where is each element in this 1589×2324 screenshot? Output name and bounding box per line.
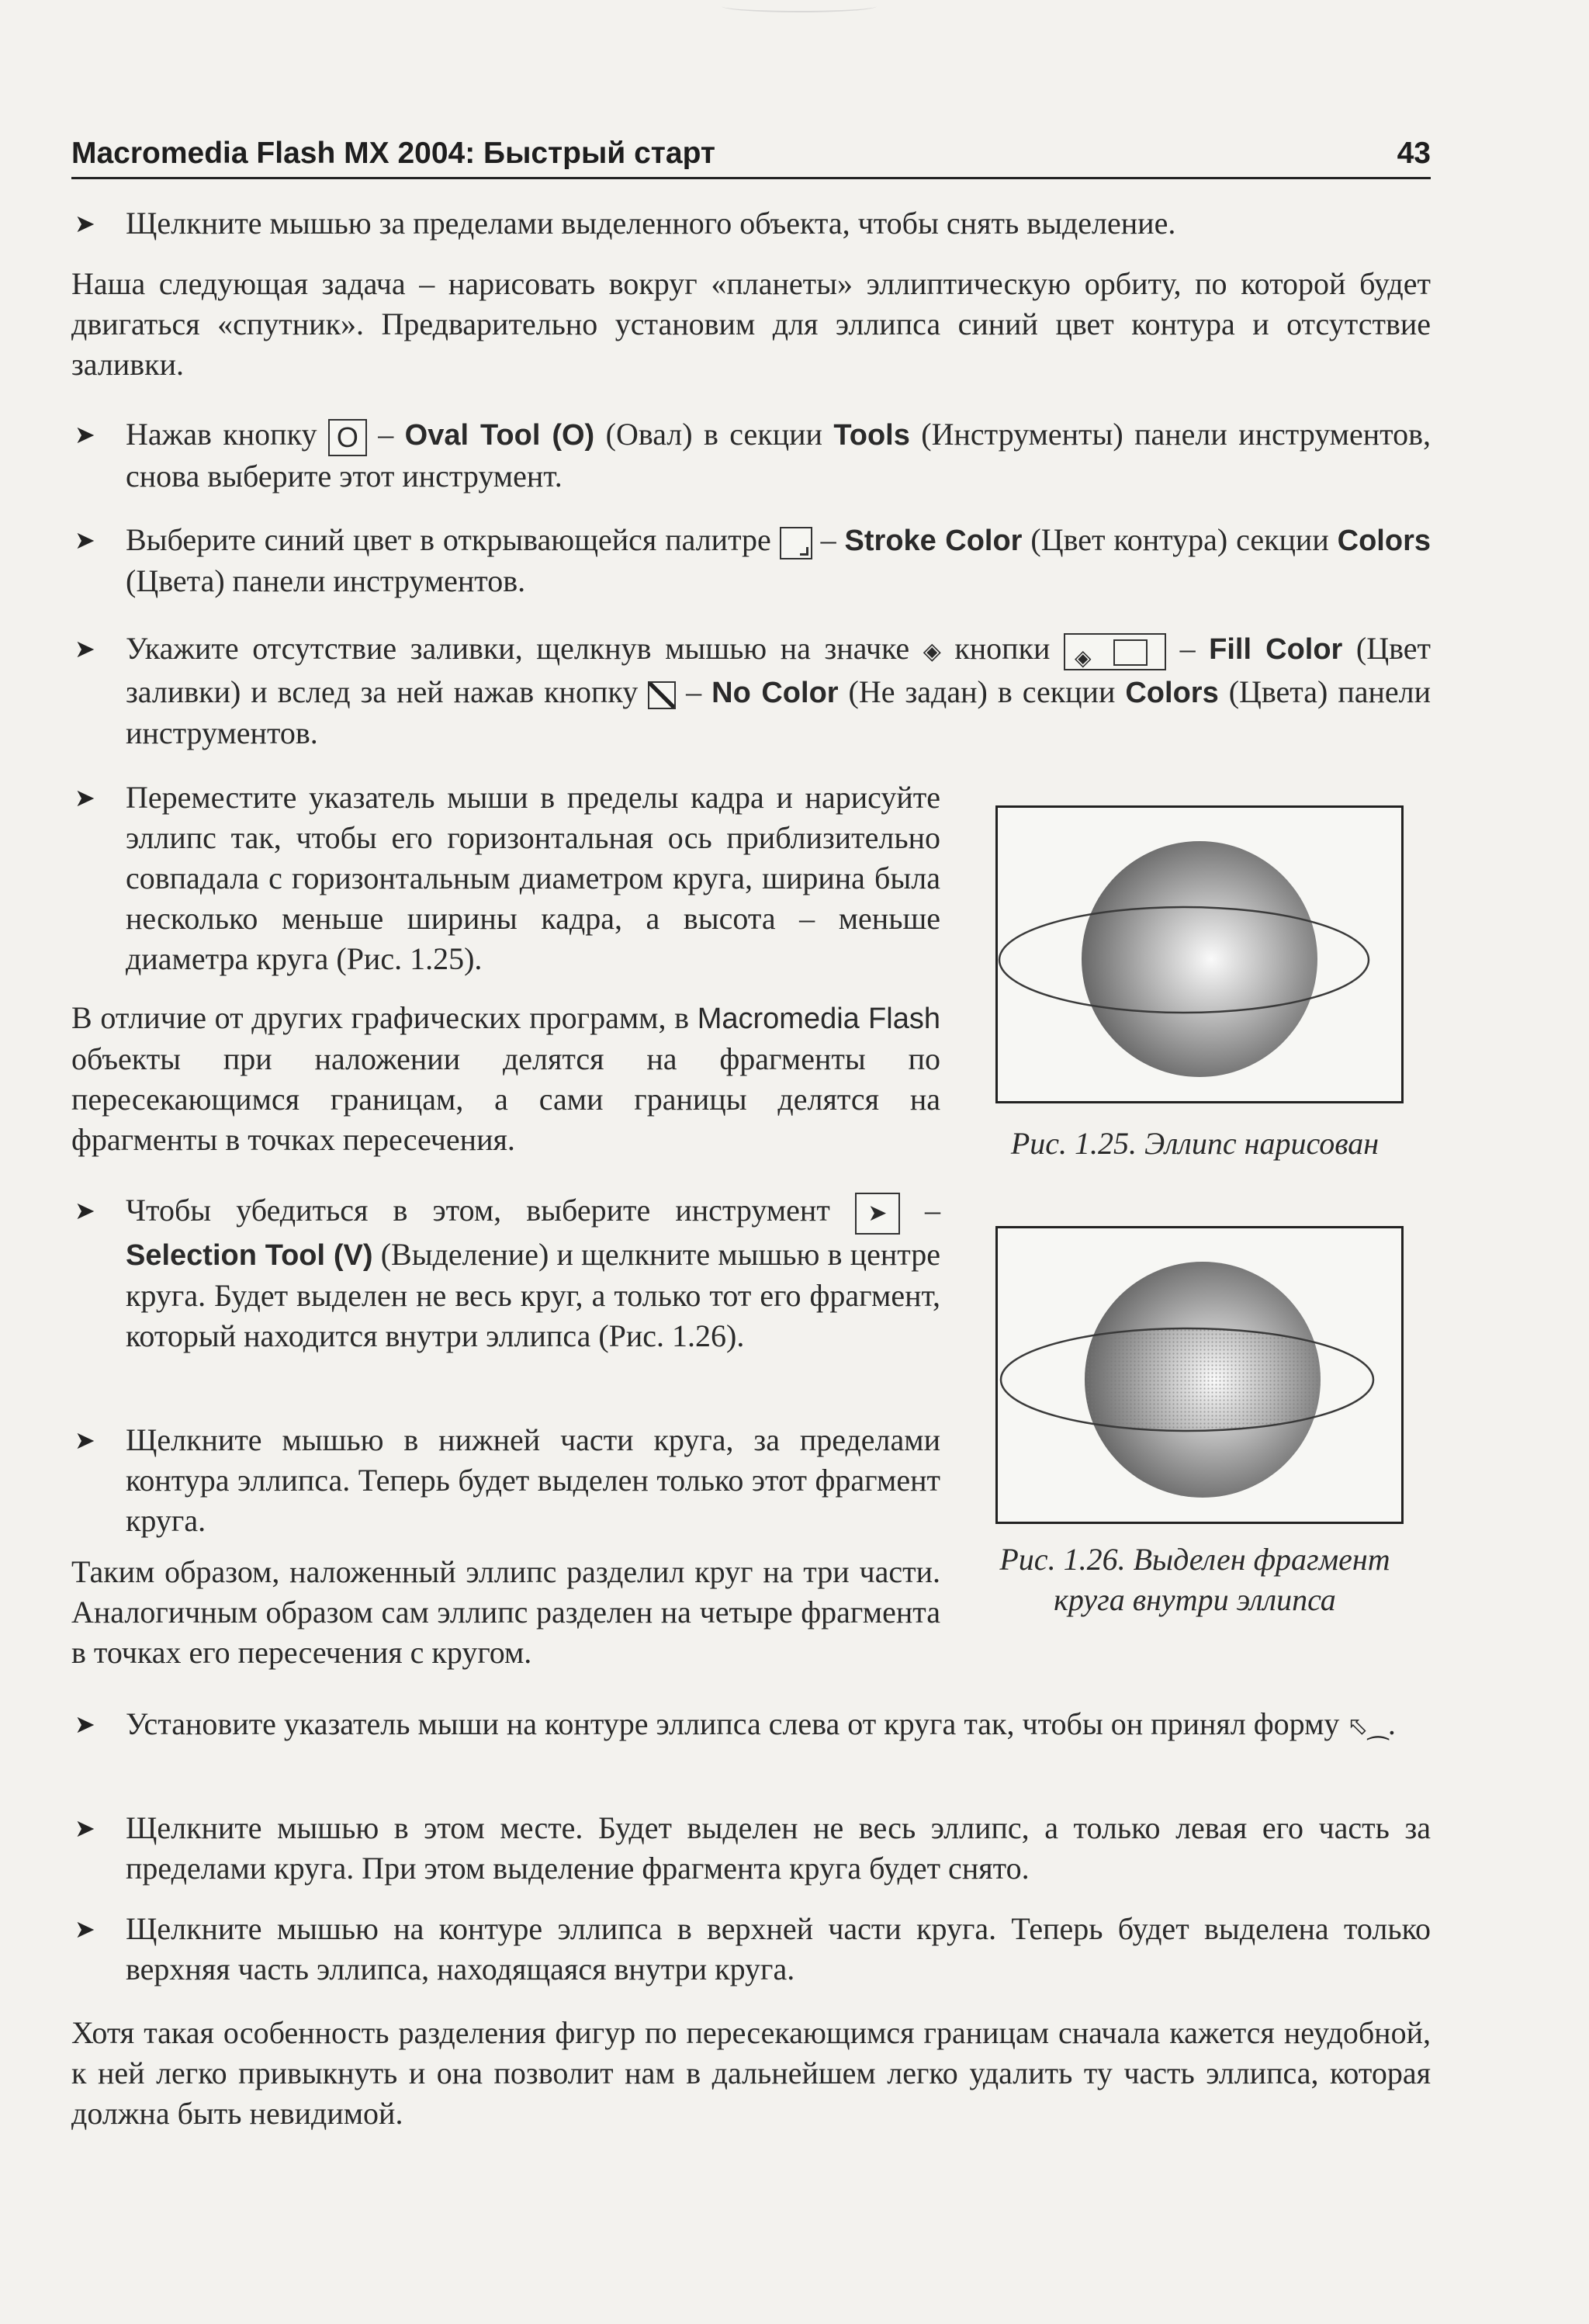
paragraph-conclusion: Хотя такая особенность разделения фигур по пересекающимся границам сначала кажется неудобной, к ней легко привыкнуть и она позволит нам в дальнейшем легко удалить ту часть эллипса, которая должна быть невидимой. [71,2015,1431,2131]
bullet-marker: ➤ [74,525,95,555]
scan-mark [722,0,877,12]
page-number: 43 [1397,137,1431,170]
running-title: Macromedia Flash MX 2004: Быстрый старт [71,137,715,170]
paragraph-orbit-task: Наша следующая задача – нарисовать вокруг «планеты» эллиптическую орбиту, по которой будет двигаться «спутник». Предварительно установим для эллипса синий цвет контура и отсутствие заливки. [71,266,1431,382]
tool-name: Oval Tool (O) [404,419,595,452]
bullet-marker: ➤ [74,1425,95,1455]
selection-tool-icon: ➤ [855,1193,900,1235]
curve-pointer-icon: ⬁⁔ [1347,1711,1388,1740]
figure-1-26 [995,1226,1404,1524]
bullet-stroke-color [71,520,1431,601]
bullet-deselect [71,203,1431,244]
ellipse-drawn-illustration [998,808,1401,1101]
bullet-marker: ➤ [74,1196,95,1225]
bullet-marker: ➤ [74,1813,95,1843]
bullet-text: Щелкните мышью в этом месте. Будет выделен не весь эллипс, а только левая его часть за пределами круга. При этом выделение фрагмента круга будет снято. [126,1810,1431,1886]
running-header [71,133,1431,179]
bullet-text: Укажите отсутствие заливки, щелкнув мышью на значке ◈ кнопки ◈ – Fill Color (Цвет заливки) и вслед за ней нажав кнопку – No Color (Не задан) в секции Colors (Цвета) панели инструментов. [126,631,1431,750]
bullet-fill-color [71,629,1431,753]
bullet-oval-tool [71,414,1431,497]
bullet-lower-part [71,1420,940,1541]
bullet-marker: ➤ [74,1709,95,1739]
oval-tool-icon: O [328,419,367,456]
bullet-marker: ➤ [74,1914,95,1944]
figure-1-25-caption: Рис. 1.25. Эллипс нарисован [1010,1126,1380,1161]
bullet-text: Щелкните мышью на контуре эллипса в верхней части круга. Теперь будет выделена только верхняя часть эллипса, находящаяся внутри круга. [126,1911,1431,1986]
bullet-text: Нажав кнопку O – Oval Tool (O) (Овал) в секции Tools (Инструменты) панели инструментов, снова выберите этот инструмент. [126,417,1431,494]
bullet-marker: ➤ [74,783,95,812]
bullet-marker: ➤ [74,209,95,238]
bullet-pointer-shape [71,1704,1431,1746]
paint-bucket-icon: ◈ [923,638,941,665]
no-color-icon [648,681,676,709]
fragment-selected-illustration [998,1228,1401,1522]
figure-1-26-caption: Рис. 1.26. Выделен фрагмент круга внутри эллипса [999,1542,1390,1617]
bullet-text: Щелкните мышью за пределами выделенного объекта, чтобы снять выделение. [126,206,1176,241]
bullet-text: Чтобы убедиться в этом, выберите инструмент ➤ – Selection Tool (V) (Выделение) и щелкните мышью в центре круга. Будет выделен не весь круг, а только тот его фрагмент, который находится внутри эллипса (Рис. 1.26). [126,1193,941,1353]
bullet-text: Выберите синий цвет в открывающейся палитре – Stroke Color (Цвет контура) секции Colors (Цвета) панели инструментов. [126,522,1431,598]
bullet-text: Щелкните мышью в нижней части круга, за пределами контура эллипса. Теперь будет выделен только этот фрагмент круга. [126,1422,940,1538]
bullet-selection-tool [71,1190,940,1356]
bullet-draw-ellipse [71,778,940,979]
bullet-upper-part [71,1909,1431,1990]
bullet-text: Установите указатель мыши на контуре эллипса слева от круга так, чтобы он принял форму ⬁⁔. [126,1706,1396,1741]
figure-1-25 [995,805,1404,1103]
stroke-color-icon [780,527,812,559]
bullet-marker: ➤ [74,420,95,449]
paragraph-three-parts: Таким образом, наложенный эллипс разделил круг на три части. Аналогичным образом сам эллипс разделен на четыре фрагмента в точках его пересечения с кругом. [71,1554,940,1670]
bullet-marker: ➤ [74,634,95,663]
bullet-left-part [71,1808,1431,1889]
bullet-text: Переместите указатель мыши в пределы кадра и нарисуйте эллипс так, чтобы его горизонтальная ось приблизительно совпадала с горизонтальным диаметром круга, ширина была несколько меньше ширины кадра, а высота – меньше диаметра круга (Рис. 1.25). [126,780,940,976]
planet-circle [1082,841,1317,1077]
fill-color-button-icon: ◈ [1064,633,1166,670]
paragraph-fragments: В отличие от других графических программ, в Macromedia Flash объекты при наложении делятся на фрагменты по пересекающимся границам, а сами границы делятся на фрагменты в точках пересечения. [71,1000,940,1157]
